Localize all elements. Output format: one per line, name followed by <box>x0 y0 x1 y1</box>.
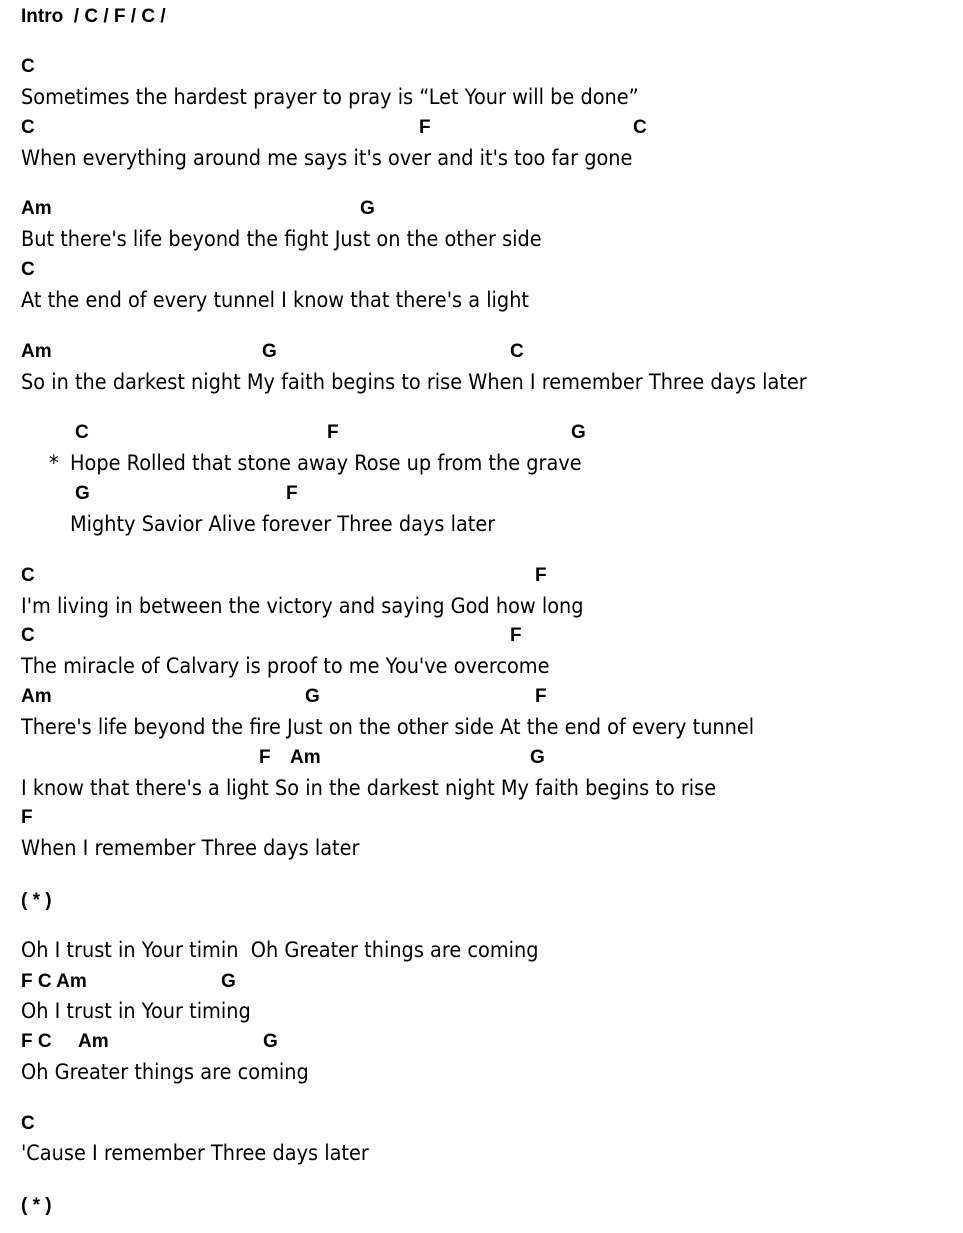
repeat-marker: ( * ) <box>21 890 52 911</box>
lyric-line: Oh Greater things are coming <box>21 1060 309 1084</box>
lyric-line: 'Cause I remember Three days later <box>21 1141 369 1165</box>
chord: C <box>510 341 524 362</box>
lyric-line: At the end of every tunnel I know that there's a light <box>21 288 530 312</box>
chord: F <box>535 686 547 707</box>
chord: C <box>21 56 35 77</box>
chord: C <box>21 259 35 280</box>
chord: Am <box>21 341 52 362</box>
lyric-line: Sometimes the hardest prayer to pray is “Let Your will be done” <box>21 85 639 109</box>
chord: F <box>286 483 298 504</box>
chord: Am <box>290 747 321 768</box>
lyric-line: When everything around me says it's over and it's too far gone <box>21 146 633 170</box>
lyric-line: There's life beyond the fire Just on the other side At the end of every tunnel <box>21 715 755 739</box>
chord: C <box>21 625 35 646</box>
chord: C <box>21 565 35 586</box>
chord: Am <box>21 686 52 707</box>
chord: F <box>510 625 522 646</box>
intro-line: Intro / C / F / C / <box>21 6 166 27</box>
chorus-marker: * <box>49 451 59 475</box>
chord: C <box>75 422 89 443</box>
lyric-line: The miracle of Calvary is proof to me You've overcome <box>21 654 550 678</box>
chord: C <box>21 117 35 138</box>
lyric-line: Oh I trust in Your timing <box>21 999 251 1023</box>
chord: F <box>419 117 431 138</box>
chord: G <box>263 1031 278 1052</box>
lyric-line: When I remember Three days later <box>21 836 360 860</box>
chord: G <box>530 747 545 768</box>
chord: F C <box>21 1031 52 1052</box>
chord: G <box>75 483 90 504</box>
chord: C <box>633 117 647 138</box>
chord: Am <box>78 1031 109 1052</box>
lyric-line: I know that there's a light So in the darkest night My faith begins to rise <box>21 776 717 800</box>
lyric-line: So in the darkest night My faith begins to rise When I remember Three days later <box>21 370 807 394</box>
chord: G <box>360 198 375 219</box>
lyric-line: I'm living in between the victory and saying God how long <box>21 594 584 618</box>
lyric-line: Mighty Savior Alive forever Three days later <box>70 512 496 536</box>
lyric-line: Hope Rolled that stone away Rose up from the grave <box>70 451 582 475</box>
chord: G <box>262 341 277 362</box>
chord: F <box>259 747 271 768</box>
chord: C <box>21 1113 35 1134</box>
chord: F <box>535 565 547 586</box>
lyric-line: Oh I trust in Your timin Oh Greater things are coming <box>21 938 539 962</box>
chord: F <box>21 807 33 828</box>
chord: G <box>305 686 320 707</box>
lyric-line: But there's life beyond the fight Just on the other side <box>21 227 542 251</box>
chord: F C Am <box>21 971 87 992</box>
chord: G <box>571 422 586 443</box>
chord: Am <box>21 198 52 219</box>
chord: F <box>327 422 339 443</box>
repeat-marker: ( * ) <box>21 1195 52 1216</box>
chord: G <box>221 971 236 992</box>
